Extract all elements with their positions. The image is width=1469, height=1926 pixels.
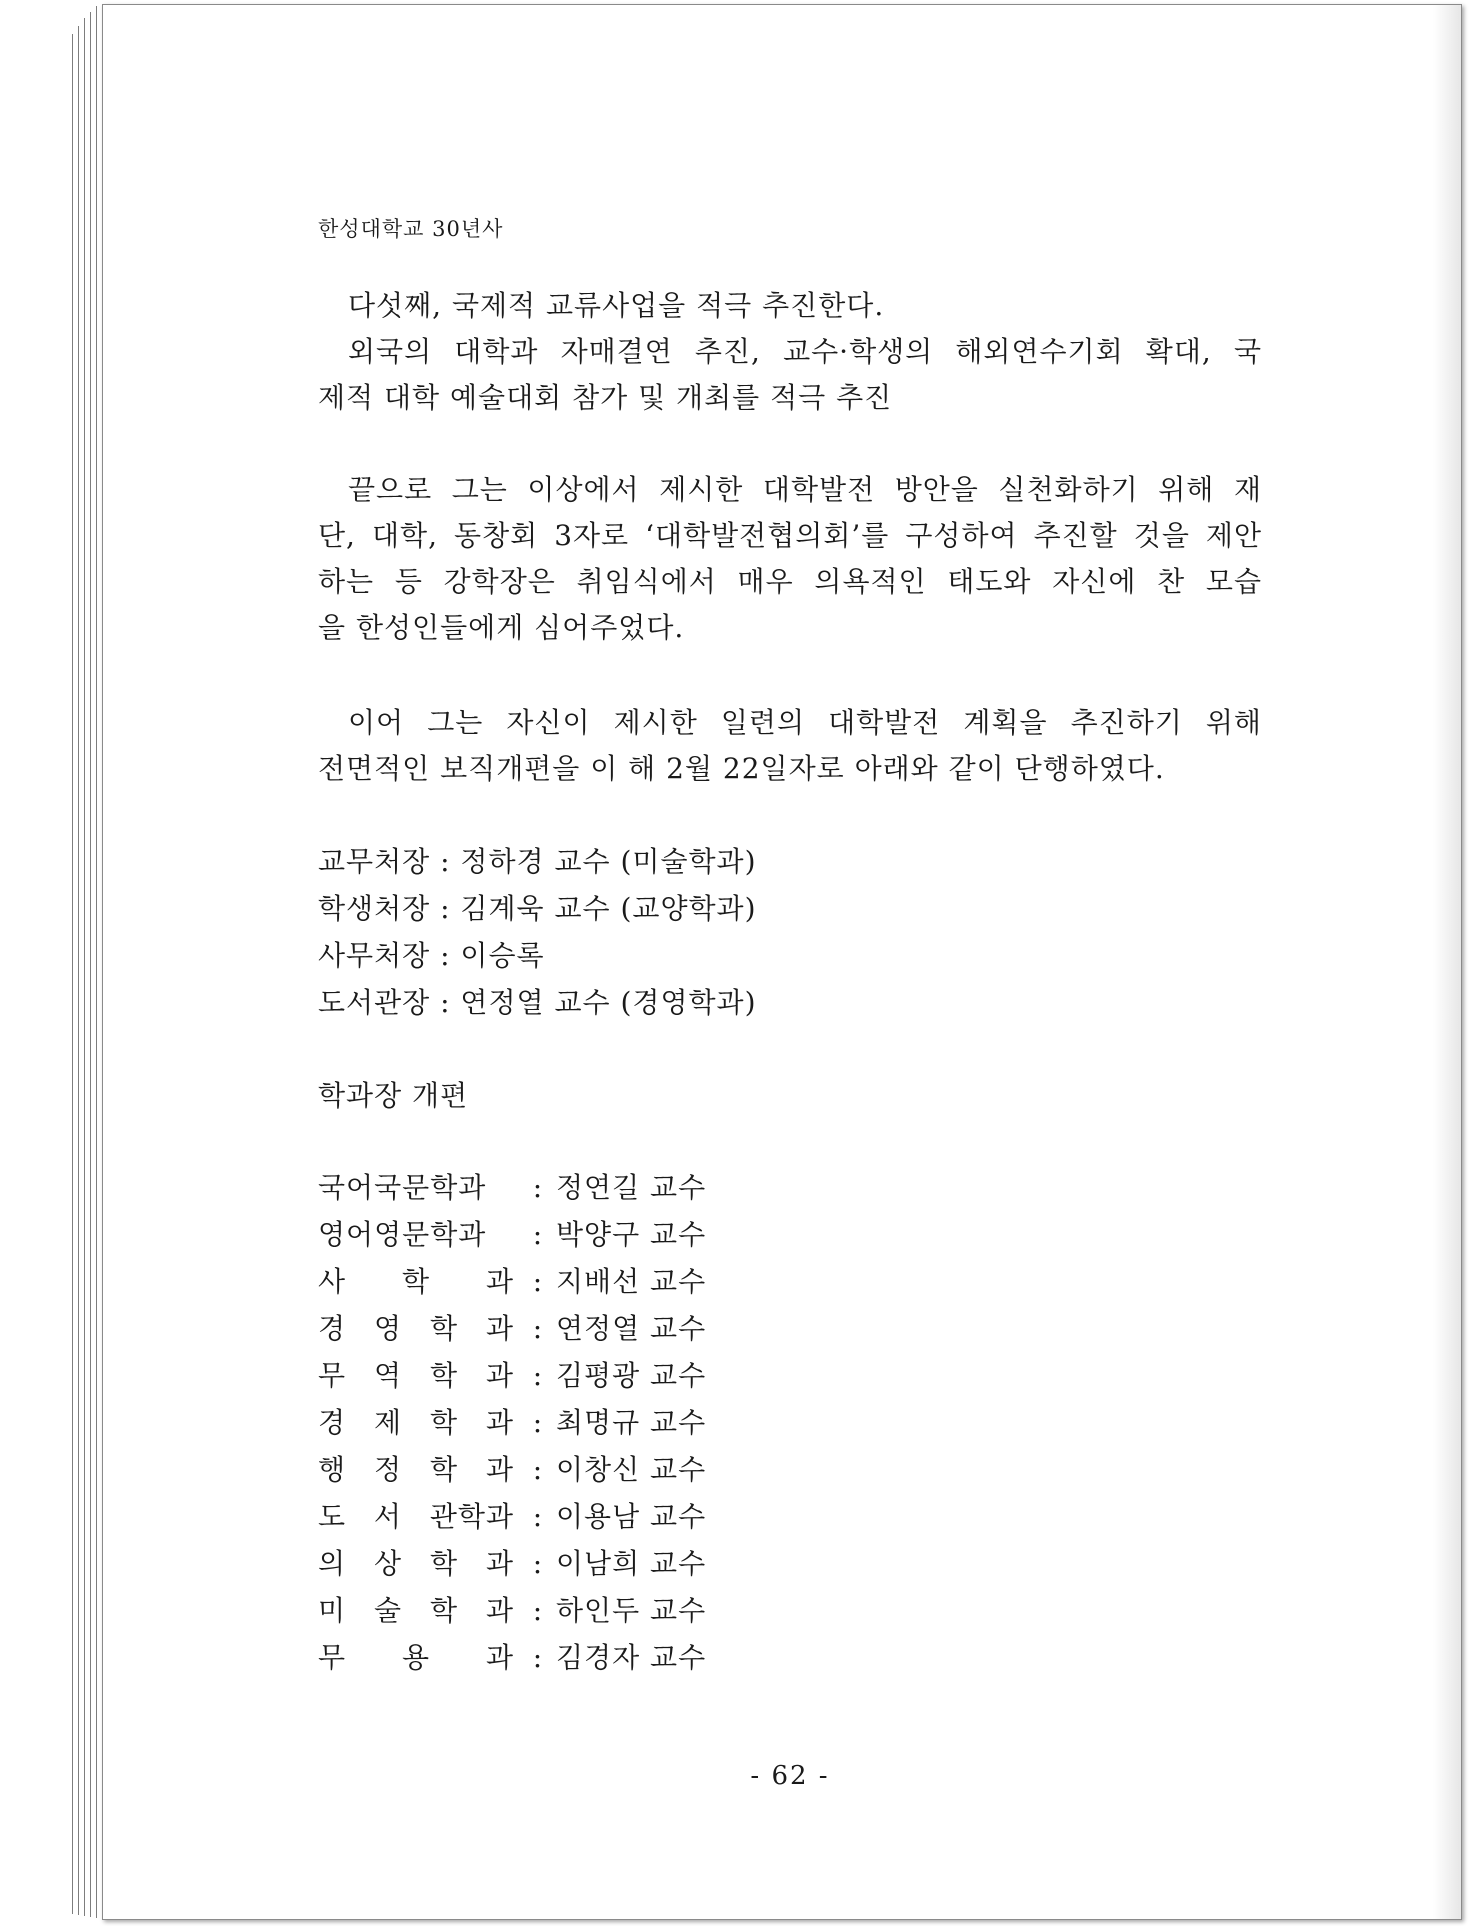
list-item bbox=[318, 1352, 706, 1399]
separator: : bbox=[532, 1218, 544, 1251]
post-appointments bbox=[318, 838, 757, 1026]
separator: : bbox=[532, 1500, 544, 1533]
list-item bbox=[318, 1211, 706, 1258]
post-appointment: 교무처장 : 정하경 교수 (미술학과) bbox=[318, 845, 757, 878]
paragraph-line: 단, 대학, 동창회 3자로 ‘대학발전협의회’를 구성하여 추진할 것을 제안 bbox=[318, 519, 1262, 552]
dept-head-name: 정연길 교수 bbox=[556, 1171, 707, 1204]
dept-heading: 학과장 개편 bbox=[318, 1079, 469, 1112]
dept-name: 미 술 학 과 bbox=[318, 1594, 514, 1627]
paragraph-line: 끝으로 그는 이상에서 제시한 대학발전 방안을 실천화하기 위해 재 bbox=[348, 473, 1262, 506]
post-appointment: 도서관장 : 연정열 교수 (경영학과) bbox=[318, 986, 757, 1019]
dept-name: 경 영 학 과 bbox=[318, 1312, 514, 1345]
section-five-line: 외국의 대학과 자매결연 추진, 교수·학생의 해외연수기회 확대, 국 bbox=[348, 335, 1262, 368]
separator: : bbox=[532, 1453, 544, 1486]
dept-head-name: 이남희 교수 bbox=[556, 1547, 707, 1580]
dept-name: 무 용 과 bbox=[318, 1641, 514, 1674]
list-item bbox=[318, 1305, 706, 1352]
list-item bbox=[318, 1587, 706, 1634]
separator: : bbox=[532, 1641, 544, 1674]
dept-head-name: 최명규 교수 bbox=[556, 1406, 707, 1439]
separator: : bbox=[532, 1594, 544, 1627]
list-item bbox=[318, 1493, 706, 1540]
dept-head-name: 하인두 교수 bbox=[556, 1594, 707, 1627]
page-number: - 62 - bbox=[750, 1761, 830, 1791]
dept-name: 영어영문학과 bbox=[318, 1218, 487, 1251]
page-edge bbox=[84, 18, 85, 1916]
dept-name: 도 서 관학과 bbox=[318, 1500, 514, 1533]
dept-head-name: 지배선 교수 bbox=[556, 1265, 707, 1298]
running-head: 한성대학교 30년사 bbox=[318, 217, 504, 241]
paragraph-line: 전면적인 보직개편을 이 해 2월 22일자로 아래와 같이 단행하였다. bbox=[318, 752, 1165, 785]
dept-head-name: 이창신 교수 bbox=[556, 1453, 707, 1486]
dept-head-name: 김경자 교수 bbox=[556, 1641, 707, 1674]
list-item bbox=[318, 1540, 706, 1587]
dept-name: 사 학 과 bbox=[318, 1265, 514, 1298]
paragraph-finally bbox=[318, 467, 1262, 651]
paragraph-next bbox=[318, 700, 1262, 792]
dept-name: 행 정 학 과 bbox=[318, 1453, 514, 1486]
page-edge bbox=[78, 26, 79, 1915]
dept-head-name: 김평광 교수 bbox=[556, 1359, 707, 1392]
paragraph-line: 을 한성인들에게 심어주었다. bbox=[318, 611, 685, 644]
section-five bbox=[318, 283, 1262, 421]
section-five-line: 제적 대학 예술대회 참가 및 개최를 적극 추진 bbox=[318, 381, 893, 414]
page-edge bbox=[72, 34, 73, 1914]
dept-head-name: 연정열 교수 bbox=[556, 1312, 707, 1345]
dept-name: 무 역 학 과 bbox=[318, 1359, 514, 1392]
paragraph-line: 이어 그는 자신이 제시한 일련의 대학발전 계획을 추진하기 위해 bbox=[348, 706, 1262, 739]
separator: : bbox=[532, 1406, 544, 1439]
dept-head-name: 이용남 교수 bbox=[556, 1500, 707, 1533]
separator: : bbox=[532, 1171, 544, 1204]
dept-name: 경 제 학 과 bbox=[318, 1406, 514, 1439]
separator: : bbox=[532, 1265, 544, 1298]
paragraph-line: 하는 등 강학장은 취임식에서 매우 의욕적인 태도와 자신에 찬 모습 bbox=[318, 565, 1262, 598]
dept-name: 의 상 학 과 bbox=[318, 1547, 514, 1580]
list-item bbox=[318, 1164, 706, 1211]
list-item bbox=[318, 1634, 706, 1681]
section-five-heading: 다섯째, 국제적 교류사업을 적극 추진한다. bbox=[348, 289, 885, 322]
dept-name: 국어국문학과 bbox=[318, 1171, 487, 1204]
post-appointment: 사무처장 : 이승록 bbox=[318, 939, 545, 972]
separator: : bbox=[532, 1312, 544, 1345]
separator: : bbox=[532, 1547, 544, 1580]
dept-head-name: 박양구 교수 bbox=[556, 1218, 707, 1251]
page-edge bbox=[90, 12, 91, 1917]
post-appointment: 학생처장 : 김계욱 교수 (교양학과) bbox=[318, 892, 757, 925]
list-item bbox=[318, 1399, 706, 1446]
list-item bbox=[318, 1446, 706, 1493]
page-edge bbox=[96, 6, 97, 1918]
dept-head-list bbox=[318, 1164, 706, 1681]
separator: : bbox=[532, 1359, 544, 1392]
list-item bbox=[318, 1258, 706, 1305]
